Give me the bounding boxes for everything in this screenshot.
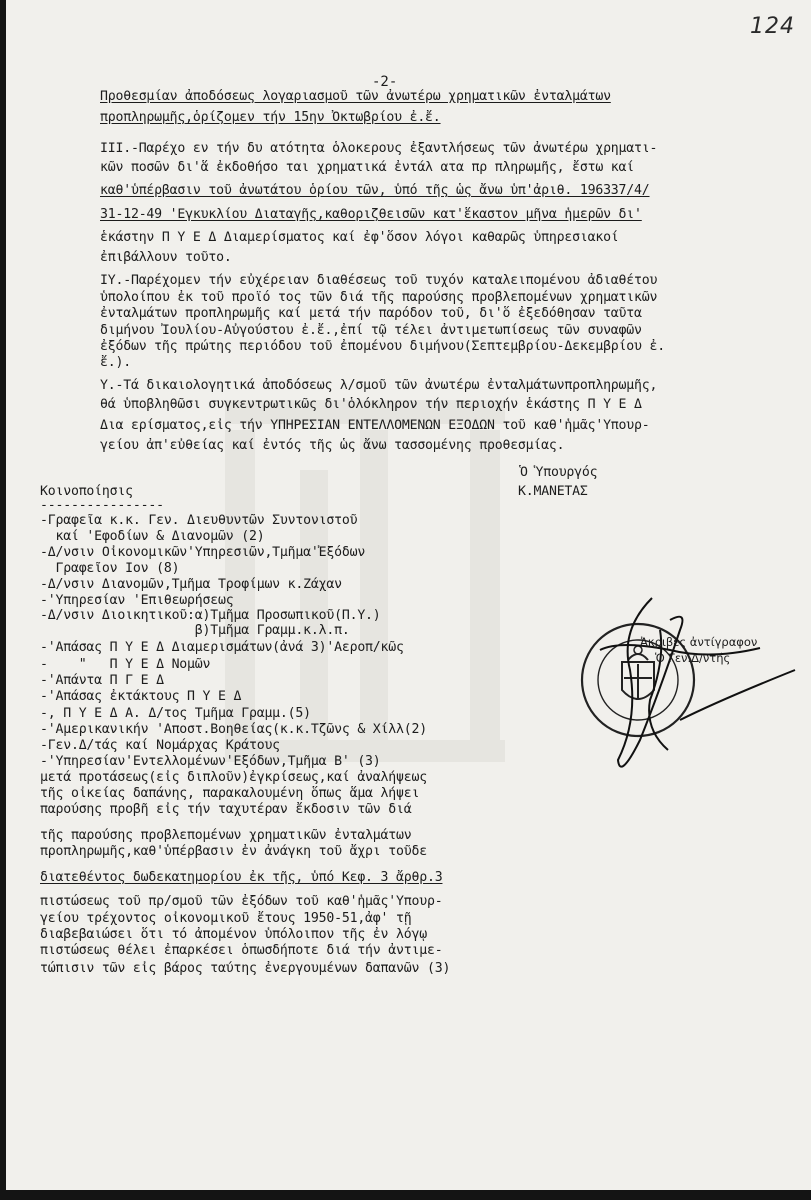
distribution-line: τῆς οἰκείας δαπάνης, παρακαλουμένη ὅπως ἅμα λήψει — [40, 786, 420, 801]
distribution-line: -Δ/νσιν Διανομῶν,Τμῆμα Τροφίμων κ.Ζάχαν — [40, 577, 342, 592]
deadline-line-1: Προθεσμίαν ἀποδόσεως λογαριασμοῦ τῶν ἀνωτέρω χρηματικῶν ἐνταλμάτων — [100, 89, 611, 104]
para3-line-2: κῶν ποσῶν δι'ἅ ἐκδοθήσο ται χρηματικά ἐντάλ ατα πρ πληρωμῆς, ἔστω καί — [100, 160, 635, 175]
para4-line-2: ὑπολοίπου ἐκ τοῦ προϊό τος τῶν διά τῆς παρούσης προβλεπομένων χρηματικῶν — [100, 290, 658, 305]
copy-stamp-subtext: Ὁ Γεν.Δ/ντής — [655, 651, 731, 665]
closing-line: τώπισιν τῶν εἰς βάρος ταύτης ἐνεργουμένων δαπανῶν (3) — [40, 961, 451, 976]
para4-line-1: ΙΥ.-Παρέχομεν τήν εὐχέρειαν διαθέσεως τοῦ τυχόν καταλειπομένου ἀδιαθέτου — [100, 273, 658, 288]
signature-name: Κ.ΜΑΝΕΤΑΣ — [518, 484, 588, 499]
distribution-line: -'Αμερικανικήν 'Αποστ.Βοηθείας(κ.κ.Τζῶνς & Χίλλ(2) — [40, 722, 427, 737]
para5-line-4: γείου ἀπ'εὐθείας καί ἐντός τῆς ὡς ἄνω τασσομένης προθεσμίας. — [100, 438, 565, 453]
distribution-line: Γραφεῖον Ιον (8) — [40, 561, 180, 576]
closing-line: προπληρωμῆς,καθ'ὑπέρβασιν ἐν ἀνάγκη τοῦ ἄχρι τοῦδε — [40, 844, 427, 859]
distribution-line: -Δ/νσιν Διοικητικοῦ:α)Τμῆμα Προσωπικοῦ(Π.Υ.) — [40, 608, 381, 623]
distribution-line: μετά προτάσεως(εἰς διπλοῦν)ἐγκρίσεως,καί ἀναλήψεως — [40, 770, 427, 785]
para3-line-3: καθ'ὑπέρβασιν τοῦ ἀνωτάτου ὁρίου τῶν, ὑπό τῆς ὡς ἄνω ὑπ'ἀριθ. 196337/4/ — [100, 183, 650, 198]
para5-line-2: θά ὑποβληθῶσι συγκεντρωτικῶς δι'ὁλόκληρον τήν περιοχήν ἑκάστης Π Υ Ε Δ — [100, 397, 642, 412]
distribution-rule: ---------------- — [40, 498, 164, 513]
distribution-line: -'Απάσας ἐκτάκτους Π Υ Ε Δ — [40, 689, 242, 704]
closing-line: διαβεβαιώσει ὅτι τό ἀπομένον ὑπόλοιπον τῆς ἐν λόγῳ — [40, 927, 427, 942]
distribution-line: -Γραφεῖα κ.κ. Γεν. Διευθυντῶν Συντονιστοῦ — [40, 513, 358, 528]
para4-line-3: ἐνταλμάτων προπληρωμῆς καί μετά τήν παρόδον τοῦ, δι'ὅ ἐξεδόθησαν ταῦτα — [100, 306, 642, 321]
page-number: -2- — [372, 74, 398, 90]
official-seal-stamp — [560, 590, 810, 790]
distribution-line: β)Τμῆμα Γραμμ.κ.λ.π. — [40, 623, 350, 638]
closing-line: πιστώσεως τοῦ πρ/σμοῦ τῶν ἐξόδων τοῦ καθ'ἡμᾶς'Υπουρ- — [40, 894, 443, 909]
distribution-line: - " Π Υ Ε Δ Νομῶν — [40, 657, 211, 672]
para3-line-6: ἐπιβάλλουν τοῦτο. — [100, 250, 232, 265]
distribution-line: -'Υπηρεσίαν 'Επιθεωρήσεως — [40, 593, 234, 608]
distribution-line: -Δ/νσιν Οἰκονομικῶν'Υπηρεσιῶν,Τμῆμα'Ἐξόδων — [40, 545, 366, 560]
para4-line-4: διμήνου Ἰουλίου-Αὐγούστου ἐ.ἔ.,ἐπί τῷ τέλει ἀντιμετωπίσεως τῶν συναφῶν — [100, 323, 642, 338]
handwritten-signature — [600, 598, 795, 767]
closing-line: διατεθέντος δωδεκατημορίου ἐκ τῆς, ὑπό Κεφ. 3 ἄρθρ.3 — [40, 870, 443, 885]
distribution-line: -Γεν.Δ/τάς καί Νομάρχας Κράτους — [40, 738, 280, 753]
para3-line-5: ἑκάστην Π Υ Ε Δ Διαμερίσματος καί ἐφ'ὅσον λόγοι καθαρῶς ὑπηρεσιακοί — [100, 230, 619, 245]
deadline-line-2: προπληρωμῆς,ὁρίζομεν τήν 15ην Ὀκτωβρίου ἐ.ἔ. — [100, 110, 441, 125]
distribution-line: -'Απάντα Π Γ Ε Δ — [40, 673, 164, 688]
distribution-line: -'Υπηρεσίαν'Εντελλομένων'Εξόδων,Τμῆμα Β' (3) — [40, 754, 381, 769]
copy-stamp-text: Ἀκριβές ἀντίγραφον — [640, 635, 758, 649]
distribution-line: παρούσης προβῆ εἰς τήν ταχυτέραν ἔκδοσιν τῶν διά — [40, 802, 412, 817]
folio-number: 124 — [750, 14, 795, 39]
distribution-line: καί 'Εφοδίων & Διανομῶν (2) — [40, 529, 265, 544]
para5-line-1: Υ.-Τά δικαιολογητικά ἀποδόσεως λ/σμοῦ τῶν ἀνωτέρω ἐνταλμάτωνπροπληρωμῆς, — [100, 378, 658, 393]
para4-line-5: ἐξόδων τῆς πρώτης περιόδου τοῦ ἐπομένου διμήνου(Σεπτεμβρίου-Δεκεμβρίου ἐ. — [100, 339, 665, 354]
distribution-heading: Κοινοποίησις — [40, 484, 133, 499]
closing-line: πιστώσεως θέλει ἐπαρκέσει ὁπωσδήποτε διά τήν ἀντιμε- — [40, 943, 443, 958]
distribution-line: -, Π Υ Ε Δ Α. Δ/τος Τμῆμα Γραμμ.(5) — [40, 706, 311, 721]
scan-edge-bottom — [0, 1190, 811, 1200]
para4-line-6: ἔ.). — [100, 355, 131, 370]
para3-line-4: 31-12-49 'Εγκυκλίου Διαταγῆς,καθοριζθεισῶν κατ'ἕκαστον μῆνα ἡμερῶν δι' — [100, 207, 642, 222]
para5-line-3: Δια ερίσματος,εἰς τήν ΥΠΗΡΕΣΙΑΝ ΕΝΤΕΛΛΟΜΕΝΩΝ ΕΞΟΔΩΝ τοῦ καθ'ἡμᾶς'Υπουρ- — [100, 418, 650, 433]
closing-line: τῆς παρούσης προβλεπομένων χρηματικῶν ἐνταλμάτων — [40, 828, 412, 843]
closing-line: γείου τρέχοντος οἰκονομικοῦ ἔτους 1950-51,ἀφ' τῇ — [40, 911, 412, 926]
signature-title: Ὁ Ὑπουργός — [520, 465, 598, 480]
scan-edge-left — [0, 0, 6, 1200]
para3-line-1: ΙΙΙ.-Παρέχο εν τήν δυ ατότητα ὁλοκερους ἐξαντλήσεως τῶν ἀνωτέρω χρηματι- — [100, 141, 658, 156]
distribution-line: -'Απάσας Π Υ Ε Δ Διαμερισμάτων(ἀνά 3)'Αεροπ/κῶς — [40, 640, 404, 655]
